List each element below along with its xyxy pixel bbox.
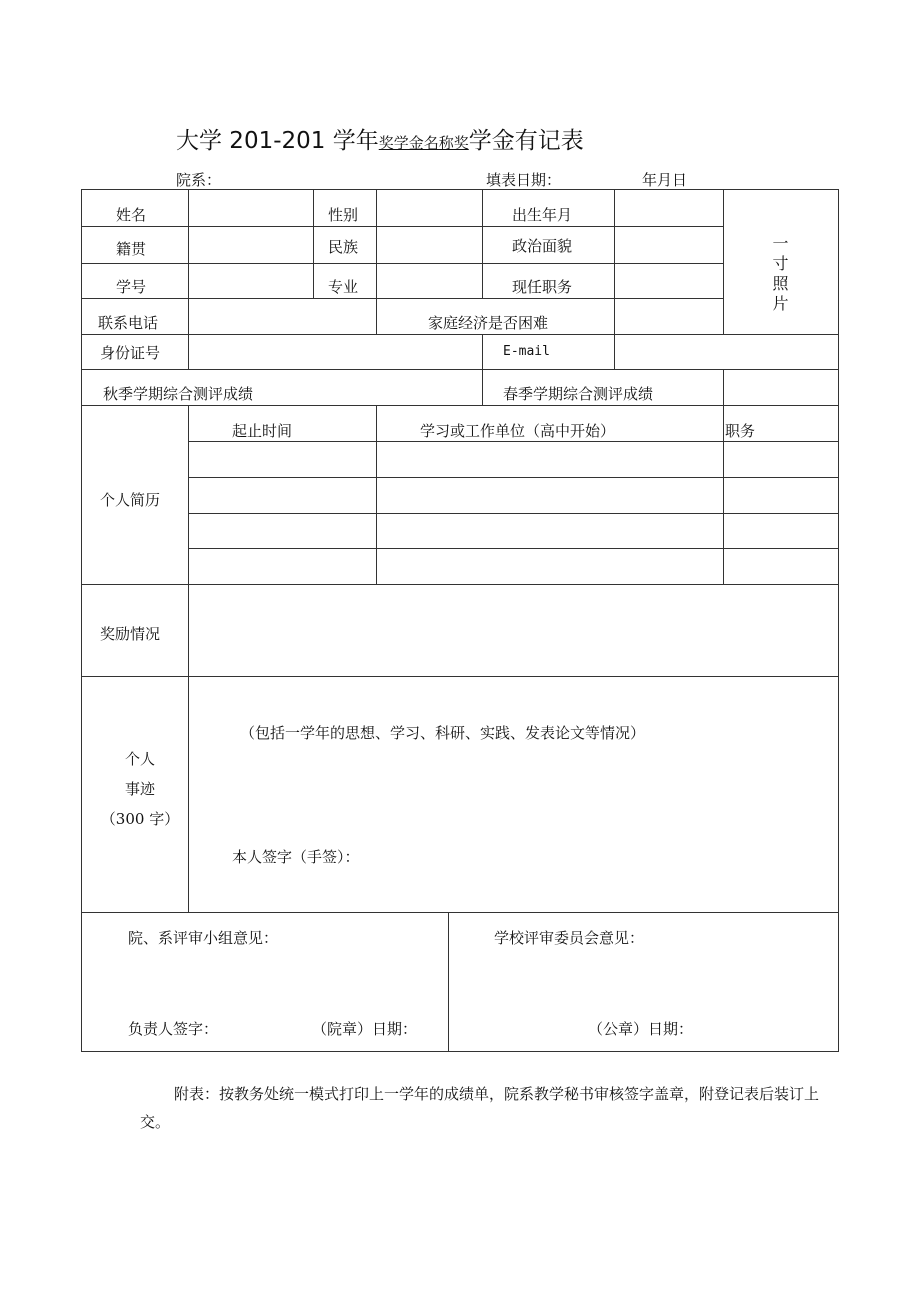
- resume-col-time: 起止时间: [232, 422, 293, 440]
- photo-char-3: 照: [772, 274, 789, 293]
- deeds-label: [100, 744, 180, 834]
- ethnicity-label: 民族: [328, 238, 359, 256]
- form-title: [176, 122, 584, 155]
- title-prefix: 大学 201-201 学年: [176, 128, 379, 154]
- email-label: E-mail: [503, 344, 550, 359]
- deeds-hint: （包括一学年的思想、学习、科研、实践、发表论文等情况）: [240, 724, 646, 742]
- title-suffix: 学金有记表: [468, 128, 584, 154]
- resume-col-role: 职务: [725, 422, 756, 440]
- photo-char-4: 片: [772, 294, 789, 313]
- deeds-label-line-3: （300 字）: [100, 810, 180, 828]
- department-label: 院系：: [176, 171, 222, 189]
- leader-sign-label: 负责人签字：: [128, 1020, 219, 1038]
- school-seal-date: （公章）日期：: [588, 1020, 694, 1038]
- dept-seal-date: （院章）日期：: [312, 1020, 418, 1038]
- photo-char-1: 一: [772, 234, 789, 253]
- photo-placeholder: [723, 196, 838, 314]
- native-place-label: 籍贯: [116, 240, 147, 258]
- phone-label: 联系电话: [98, 314, 159, 332]
- birth-label: 出生年月: [512, 206, 573, 224]
- family-hardship-label: 家庭经济是否困难: [428, 314, 549, 332]
- political-status-label: 政治面貌: [512, 237, 573, 255]
- awards-label: 奖励情况: [100, 625, 161, 643]
- gender-label: 性别: [328, 206, 359, 224]
- major-label: 专业: [328, 278, 359, 296]
- student-id-label: 学号: [116, 278, 147, 296]
- fill-date-label: 填表日期：: [486, 171, 562, 189]
- self-signature-label: 本人签字（手签）：: [232, 848, 360, 866]
- photo-char-2: 寸: [772, 254, 789, 273]
- date-units: 年月日: [642, 171, 688, 189]
- dept-opinion-label: 院、系评审小组意见：: [128, 929, 279, 947]
- position-label: 现任职务: [512, 278, 573, 296]
- autumn-score-label: 秋季学期综合测评成绩: [103, 385, 254, 403]
- resume-label: 个人简历: [100, 491, 161, 509]
- resume-col-unit: 学习或工作单位（高中开始）: [420, 422, 616, 440]
- id-card-label: 身份证号: [100, 344, 161, 362]
- deeds-label-line-1: 个人: [124, 750, 155, 768]
- deeds-label-line-2: 事迹: [124, 780, 155, 798]
- school-opinion-label: 学校评审委员会意见：: [494, 929, 645, 947]
- footnote: 附表：按教务处统一模式打印上一学年的成绩单，院系教学秘书审核签字盖章，附登记表后装订上交。: [140, 1085, 820, 1131]
- spring-score-label: 春季学期综合测评成绩: [503, 385, 654, 403]
- award-name-placeholder: 奖学金名称奖: [378, 134, 469, 152]
- name-label: 姓名: [116, 206, 147, 224]
